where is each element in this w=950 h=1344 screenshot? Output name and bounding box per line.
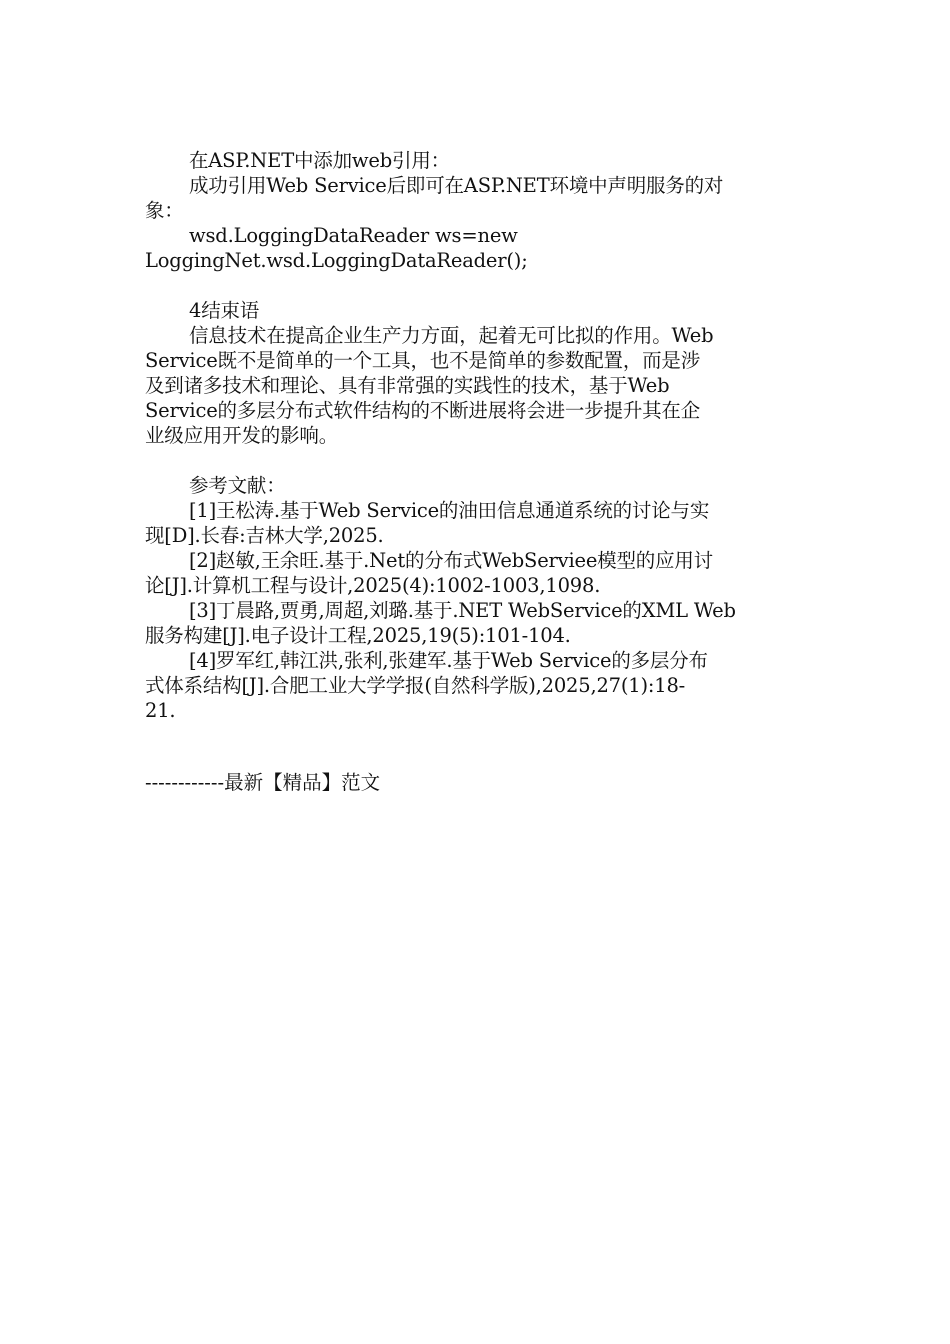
reference-item-continuation: 服务构建[J].电子设计工程,2025,19(5):101-104. bbox=[145, 624, 571, 647]
footer-text: ------------最新【精品】范文 bbox=[145, 771, 381, 794]
reference-item: [4]罗军红,韩江洪,张利,张建军.基于Web Service的多层分布 bbox=[189, 649, 708, 672]
references-heading: 参考文献： bbox=[189, 474, 286, 497]
reference-item-continuation: 现[D].长春:吉林大学,2025. bbox=[145, 524, 384, 547]
reference-item-continuation: 21. bbox=[145, 699, 176, 722]
paragraph-line: Service既不是简单的一个工具，也不是简单的参数配置，而是涉 bbox=[145, 349, 701, 372]
reference-item: [2]赵敏,王余旺.基于.Net的分布式WebServiee模型的应用讨 bbox=[189, 549, 713, 572]
paragraph-line: Service的多层分布式软件结构的不断进展将会进一步提升其在企 bbox=[145, 399, 701, 422]
paragraph-line: 成功引用Web Service后即可在ASP.NET环境中声明服务的对 bbox=[189, 174, 724, 197]
document-body bbox=[145, 148, 805, 723]
reference-item: [3]丁晨路,贾勇,周超,刘璐.基于.NET WebService的XML Web bbox=[189, 599, 736, 622]
code-line: wsd.LoggingDataReader ws=new bbox=[189, 224, 518, 247]
paragraph-line: 信息技术在提高企业生产力方面，起着无可比拟的作用。Web bbox=[189, 324, 714, 347]
code-line: LoggingNet.wsd.LoggingDataReader(); bbox=[145, 249, 528, 272]
paragraph-line: 及到诸多技术和理论、具有非常强的实践性的技术，基于Web bbox=[145, 374, 670, 397]
reference-item-continuation: 式体系结构[J].合肥工业大学学报(自然科学版),2025,27(1):18- bbox=[145, 674, 686, 697]
paragraph-line: 在ASP.NET中添加web引用： bbox=[189, 149, 450, 172]
paragraph-line: 业级应用开发的影响。 bbox=[145, 424, 339, 447]
reference-item: [1]王松涛.基于Web Service的油田信息通道系统的讨论与实 bbox=[189, 499, 710, 522]
spacer bbox=[145, 273, 805, 298]
paragraph-line: 象： bbox=[145, 199, 184, 222]
section-heading: 4结束语 bbox=[189, 299, 260, 322]
reference-item-continuation: 论[J].计算机工程与设计,2025(4):1002-1003,1098. bbox=[145, 574, 601, 597]
spacer bbox=[145, 448, 805, 473]
